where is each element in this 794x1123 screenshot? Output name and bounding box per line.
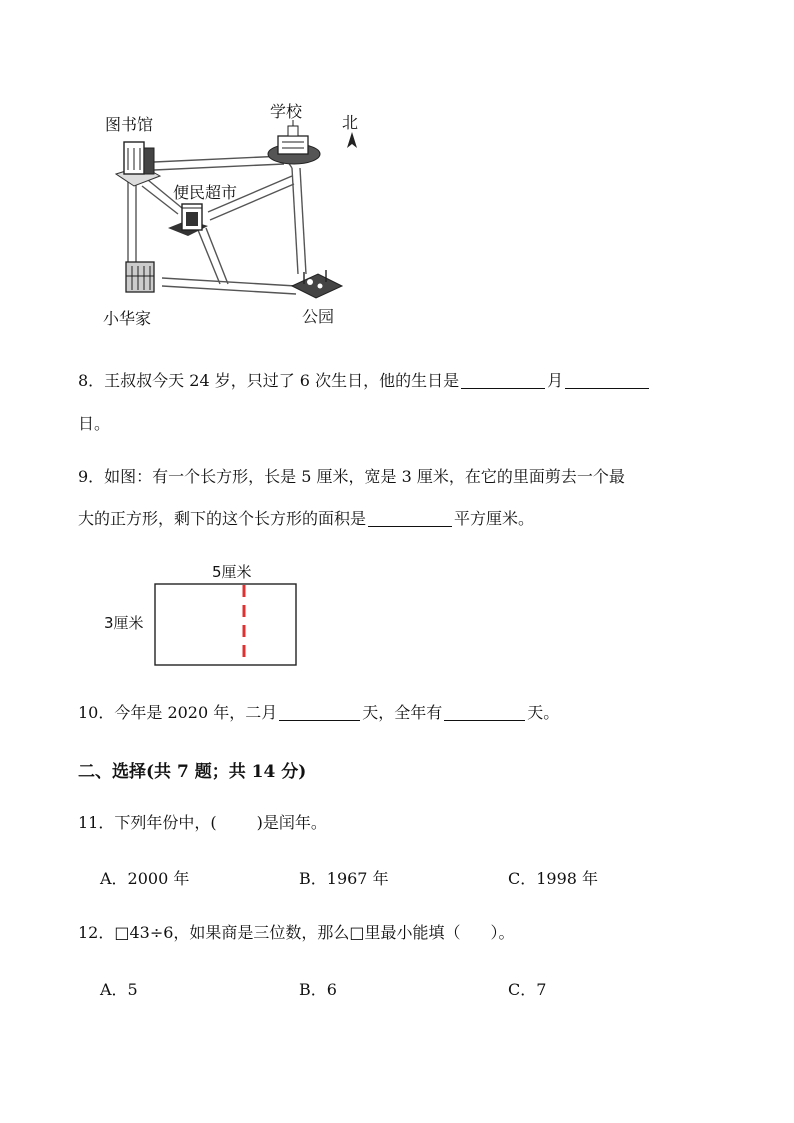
question-12	[78, 922, 515, 944]
question-9-line-2	[78, 508, 534, 530]
q8-text-a: 8．王叔叔今天 24 岁，只过了 6 次生日，他的生日是	[78, 371, 460, 390]
rectangle-figure	[154, 583, 298, 667]
q8-text-b: 月	[547, 371, 564, 390]
map-label-home: 小华家	[103, 309, 152, 328]
rectangle-svg	[154, 583, 298, 667]
figure-length-label: 5厘米	[212, 563, 252, 581]
map-label-store: 便民超市	[173, 183, 238, 202]
q9-text-b: 平方厘米。	[454, 509, 535, 528]
question-9-line-1: 9．如图：有一个长方形，长是 5 厘米，宽是 3 厘米，在它的里面剪去一个最	[78, 467, 625, 486]
north-arrow-icon	[347, 132, 357, 148]
q8-month-blank[interactable]	[461, 387, 545, 389]
q12-option-b[interactable]: B．6	[299, 980, 337, 999]
question-11	[78, 812, 327, 834]
question-8-line-1	[78, 370, 651, 392]
q10-text-b: 天，全年有	[362, 703, 443, 722]
section-2-title: 二、选择(共 7 题；共 14 分)	[78, 762, 307, 782]
q11-option-c[interactable]: C．1998 年	[508, 869, 599, 888]
q11-option-b[interactable]: B．1967 年	[299, 869, 389, 888]
map-label-north: 北	[342, 113, 359, 132]
q10-year-blank[interactable]	[444, 719, 525, 721]
school-icon	[268, 120, 320, 164]
q12-option-c[interactable]: C．7	[508, 980, 547, 999]
q10-feb-blank[interactable]	[279, 719, 360, 721]
q11-text-a: 11．下列年份中，(	[78, 813, 217, 832]
q9-area-blank[interactable]	[368, 525, 452, 527]
q12-text-b: ）。	[490, 923, 515, 942]
map-label-school: 学校	[270, 102, 303, 121]
figure-width-label: 3厘米	[104, 614, 144, 632]
q11-text-b: )是闰年。	[256, 813, 327, 832]
park-icon	[292, 270, 342, 298]
library-icon	[116, 142, 160, 186]
q8-day-blank[interactable]	[565, 387, 649, 389]
home-icon	[126, 262, 154, 292]
q12-text-a: 12．□43÷6，如果商是三位数，那么□里最小能填（	[78, 923, 461, 942]
q9-text-a: 大的正方形，剩下的这个长方形的面积是	[78, 509, 367, 528]
q10-text-c: 天。	[527, 703, 560, 722]
map-label-library: 图书馆	[105, 115, 154, 134]
rectangle-outline	[155, 584, 296, 665]
question-8-line-2: 日。	[78, 414, 111, 433]
question-10	[78, 702, 559, 724]
map-label-park: 公园	[302, 307, 335, 326]
q10-text-a: 10．今年是 2020 年，二月	[78, 703, 278, 722]
q12-option-a[interactable]: A．5	[100, 980, 138, 999]
q11-option-a[interactable]: A．2000 年	[100, 869, 190, 888]
store-icon	[168, 204, 208, 236]
